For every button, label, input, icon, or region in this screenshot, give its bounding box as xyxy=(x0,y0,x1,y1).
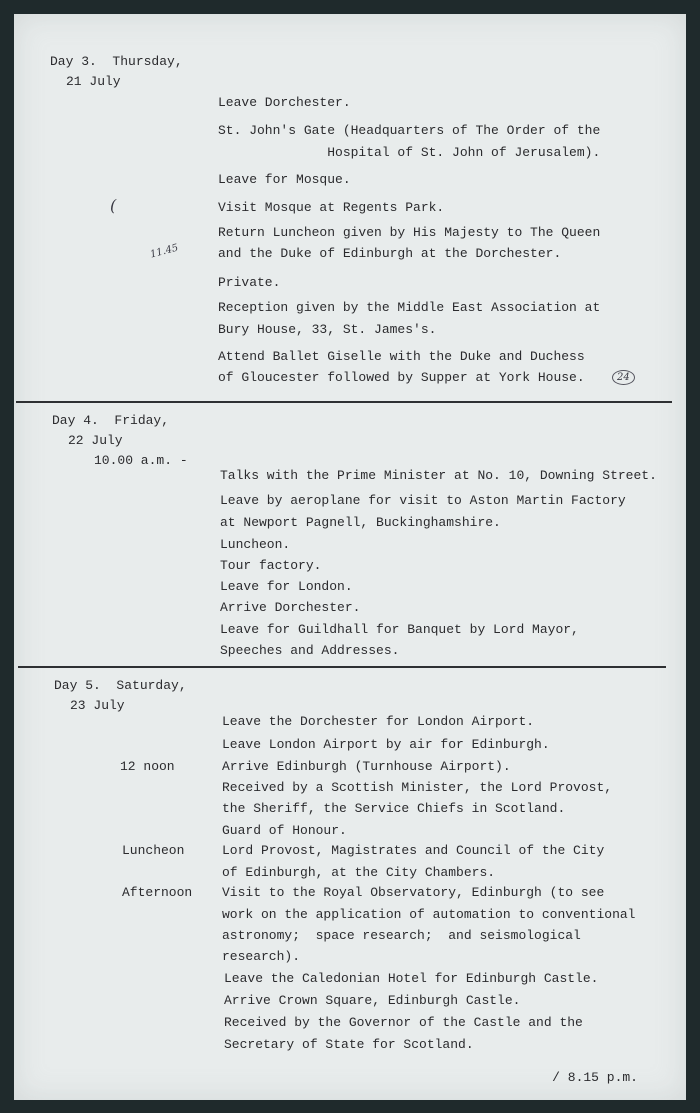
entry-line: Arrive Edinburgh (Turnhouse Airport). xyxy=(222,759,511,774)
entry-line: of Edinburgh, at the City Chambers. xyxy=(222,865,496,880)
entry-line: Secretary of State for Scotland. xyxy=(224,1037,474,1052)
day4-date: 22 July xyxy=(68,433,123,448)
entry-line: Visit Mosque at Regents Park. xyxy=(218,200,445,215)
document-page xyxy=(14,14,686,1100)
entry-time: 12 noon xyxy=(120,759,175,774)
entry-line: Received by the Governor of the Castle and the xyxy=(224,1015,583,1030)
entry-line: Attend Ballet Giselle with the Duke and Duchess xyxy=(218,349,585,364)
entry-line: Leave Dorchester. xyxy=(218,95,351,110)
day5-date: 23 July xyxy=(70,698,125,713)
entry-line: at Newport Pagnell, Buckinghamshire. xyxy=(220,515,501,530)
entry-line: Reception given by the Middle East Association at xyxy=(218,300,601,315)
section-divider xyxy=(16,401,672,403)
circled-page-note: 24 xyxy=(612,370,635,385)
handwritten-margin-bracket: ( xyxy=(110,196,117,215)
entry-line: astronomy; space research; and seismological xyxy=(222,928,581,943)
entry-line: Tour factory. xyxy=(220,558,322,573)
day5-heading: Day 5. Saturday, xyxy=(54,678,187,693)
entry-line: Luncheon. xyxy=(220,537,291,552)
entry-time: Afternoon xyxy=(122,885,193,900)
entry-line: Talks with the Prime Minister at No. 10, Downing Street. xyxy=(220,468,657,483)
handwritten-time-note: 11.45 xyxy=(149,242,180,261)
entry-line: Leave for Mosque. xyxy=(218,172,351,187)
entry-line: of Gloucester followed by Supper at York House. xyxy=(218,370,585,385)
entry-line: Lord Provost, Magistrates and Council of the City xyxy=(222,843,605,858)
entry-line: Arrive Crown Square, Edinburgh Castle. xyxy=(224,993,521,1008)
entry-line: work on the application of automation to conventional xyxy=(222,907,636,922)
entry-line: St. John's Gate (Headquarters of The Order of the xyxy=(218,123,601,138)
entry-line: Private. xyxy=(218,275,281,290)
section-divider xyxy=(18,666,666,668)
entry-line: Bury House, 33, St. James's. xyxy=(218,322,437,337)
entry-line: research). xyxy=(222,949,301,964)
entry-line: Speeches and Addresses. xyxy=(220,643,400,658)
entry-line: Leave for London. xyxy=(220,579,353,594)
entry-line: the Sheriff, the Service Chiefs in Scotland. xyxy=(222,801,566,816)
day3-heading: Day 3. Thursday, xyxy=(50,54,183,69)
entry-time: Luncheon xyxy=(122,843,185,858)
entry-line: Arrive Dorchester. xyxy=(220,600,361,615)
entry-line: Leave the Caledonian Hotel for Edinburgh Castle. xyxy=(224,971,599,986)
entry-line: Guard of Honour. xyxy=(222,823,347,838)
entry-line: Leave by aeroplane for visit to Aston Martin Factory xyxy=(220,493,626,508)
continuation-footer: / 8.15 p.m. xyxy=(552,1070,638,1085)
entry-line: Leave for Guildhall for Banquet by Lord Mayor, xyxy=(220,622,579,637)
entry-line: Received by a Scottish Minister, the Lord Provost, xyxy=(222,780,613,795)
entry-line: Leave the Dorchester for London Airport. xyxy=(222,714,535,729)
entry-line: and the Duke of Edinburgh at the Dorchester. xyxy=(218,246,562,261)
entry-time: 10.00 a.m. - xyxy=(94,453,188,468)
entry-line: Visit to the Royal Observatory, Edinburgh (to see xyxy=(222,885,605,900)
entry-line: Return Luncheon given by His Majesty to The Queen xyxy=(218,225,601,240)
day4-heading: Day 4. Friday, xyxy=(52,413,170,428)
day3-date: 21 July xyxy=(66,74,121,89)
entry-line: Leave London Airport by air for Edinburgh. xyxy=(222,737,550,752)
entry-line: Hospital of St. John of Jerusalem). xyxy=(218,145,601,160)
